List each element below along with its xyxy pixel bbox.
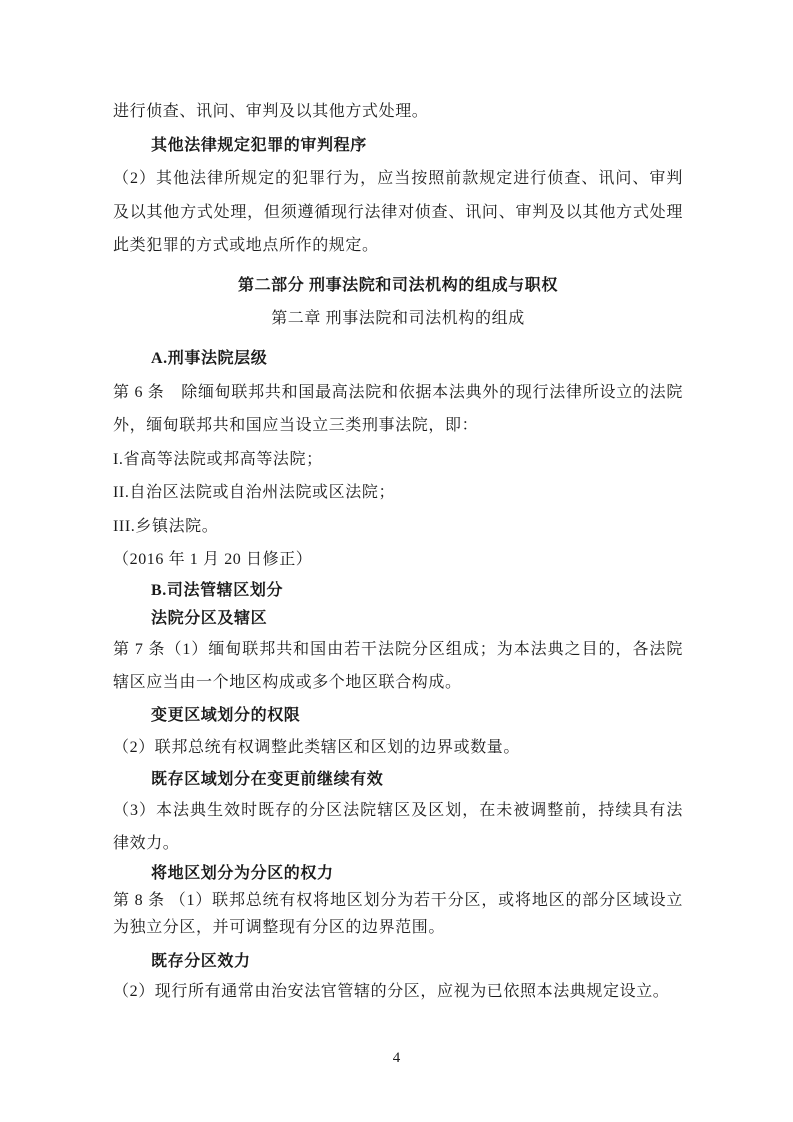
paragraph-continued: 进行侦查、讯问、审判及以其他方式处理。 [113,103,429,120]
paragraph-amendment-note: （2016 年 1 月 20 日修正） [113,551,313,568]
subheading-a-criminal-court-levels: A.刑事法院层级 [151,349,268,367]
paragraph-article-8: 第 8 条 （1）联邦总统有权将地区划分为若干分区，或将地区的部分区域设立为独立分区，并可调整现有分区的边界范围。 [113,891,683,936]
list-item-ii: II.自治区法院或自治州法院或区法院； [113,484,396,501]
chapter-2-title: 第二章 刑事法院和司法机构的组成 [271,310,525,327]
paragraph-clause-2: （2）其他法律所规定的犯罪行为，应当按照前款规定进行侦查、讯问、审判及以其他方式处理，但须遵循现行法律对侦查、讯问、审判及以其他方式处理此类犯罪的方式或地点所作的规定。 [113,170,683,254]
subheading-power-to-alter-divisions: 变更区域划分的权限 [151,706,301,724]
subheading-other-law-trial-procedure: 其他法律规定犯罪的审判程序 [151,136,367,154]
subheading-b-jurisdiction-division: B.司法管辖区划分 [151,581,284,599]
subheading-existing-subdivision-validity: 既存分区效力 [151,952,251,970]
paragraph-clause-2-article-7: （2）联邦总统有权调整此类辖区和区划的边界或数量。 [113,738,521,756]
page-number: 4 [392,1050,401,1066]
paragraph-article-6: 第 6 条 除缅甸联邦共和国最高法院和依据本法典外的现行法律所设立的法院外，缅甸联邦共和国应当设立三类刑事法院，即： [113,383,683,434]
paragraph-clause-2-article-8: （2）现行所有通常由治安法官管辖的分区，应视为已依照本法典规定设立。 [113,982,670,1000]
part-2-title: 第二部分 刑事法院和司法机构的组成与职权 [237,276,558,294]
paragraph-article-7: 第 7 条（1）缅甸联邦共和国由若干法院分区组成；为本法典之目的，各法院辖区应当由一个地区构成或多个地区联合构成。 [113,640,683,691]
page-content [113,95,683,1007]
subheading-existing-divisions-valid: 既存区域划分在变更前继续有效 [151,770,384,788]
subheading-court-divisions: 法院分区及辖区 [151,609,268,627]
paragraph-clause-3-article-7: （3）本法典生效时既存的分区法院辖区及区划，在未被调整前，持续具有法律效力。 [113,801,683,852]
list-item-i: I.省高等法院或邦高等法院； [113,450,323,468]
subheading-power-to-divide-districts: 将地区划分为分区的权力 [151,864,334,882]
list-item-iii: III.乡镇法院。 [113,517,219,535]
